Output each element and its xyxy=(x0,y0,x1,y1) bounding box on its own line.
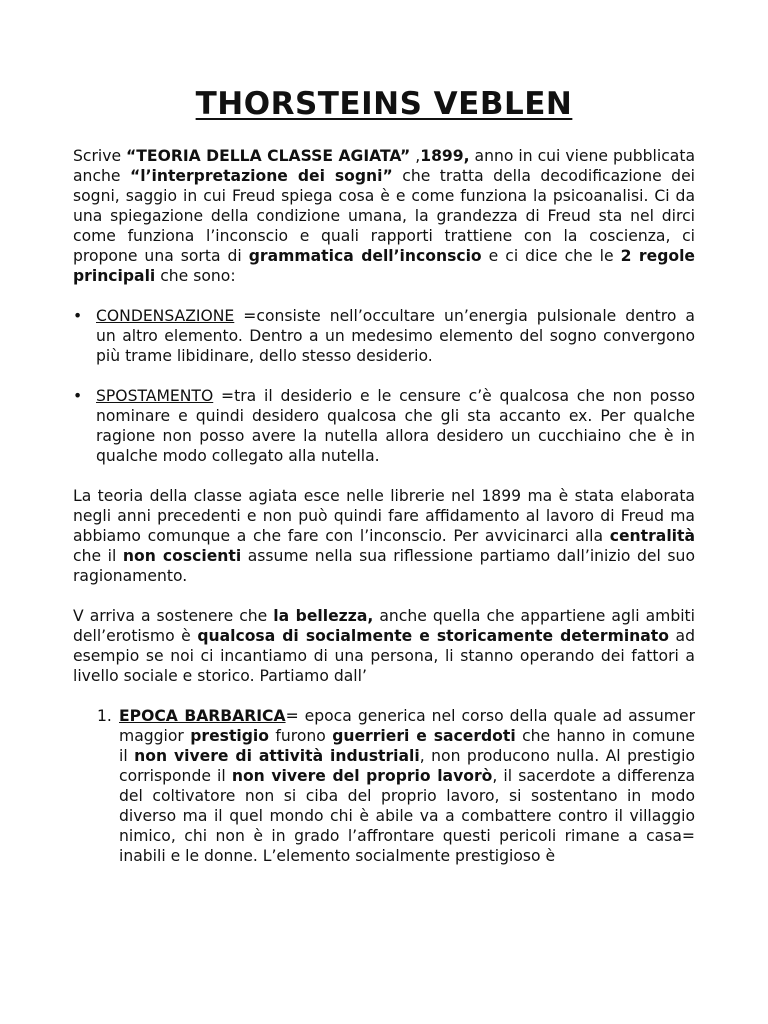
freud-book-title: “l’interpretazione dei sogni” xyxy=(129,167,393,185)
list-item-term: SPOSTAMENTO xyxy=(96,387,214,405)
list-item xyxy=(73,386,695,466)
paragraph-text: ad esempio se noi ci incantiamo di una persona, li stanno operando dei fattori a livello sociale e storico. Partiamo dall’ xyxy=(73,627,695,685)
list-item-text: =consiste nell’occultare un’energia pulsionale dentro a un altro elemento. Dentro a un medesimo elemento del sogno convergono più trame libidinare, dello stesso desiderio. xyxy=(96,307,695,365)
intro-text: e ci dice che le xyxy=(481,247,621,265)
emphasis: non vivere del proprio lavorò xyxy=(231,767,493,785)
list-item-text: =tra il desiderio e le censure c’è qualcosa che non posso nominare e quindi desidero qualcosa che gli sta accanto ex. Per qualche ragione non posso avere la nutella allora desidero un cucchiaino che è in qualche modo collegato alla nutella. xyxy=(96,387,695,465)
paragraph-text: che il xyxy=(73,547,123,565)
list-item-term: EPOCA BARBARICA xyxy=(119,707,286,725)
list-item-text: furono xyxy=(268,727,333,745)
paragraph-2 xyxy=(73,486,695,586)
list-item-term: CONDENSAZIONE xyxy=(96,307,235,325)
grammar-term: grammatica dell’inconscio xyxy=(248,247,482,265)
intro-text: Scrive xyxy=(73,147,127,165)
rules-term: 2 regole principali xyxy=(73,247,695,285)
bullet-marker: • xyxy=(73,307,83,325)
list-item-text: , il sacerdote a differenza del coltivatore non si ciba del proprio lavoro, si sostentano in modo diverso ma il quel mondo chi è abile va a combattere contro il villaggio nimico, chi non è in grado l’affrontare questi pericoli rimane a casa= inabili e le donne. L’elemento socialmente prestigioso è xyxy=(119,767,695,865)
intro-text: , xyxy=(410,147,421,165)
emphasis: qualcosa di socialmente e storicamente determinato xyxy=(197,627,669,645)
document-body xyxy=(73,146,695,866)
intro-text: che tratta della decodificazione dei sogni, saggio in cui Freud spiega cosa è e come funziona la psicoanalisi. Ci da una spiegazione della condizione umana, la grandezza di Freud sta nel dirci come funziona l’inconscio e quali rapporti trattiene con la coscienza, ci propone una sorta di xyxy=(73,167,696,265)
intro-paragraph xyxy=(73,146,695,286)
intro-text: anno in cui viene pubblicata anche xyxy=(73,147,695,185)
list-number: 1. xyxy=(97,707,112,725)
list-item-text: = epoca generica nel corso della quale ad assumer maggior xyxy=(119,707,695,745)
emphasis: centralità xyxy=(609,527,695,545)
paragraph-text: La teoria della classe agiata esce nelle librerie nel 1899 ma è stata elaborata negli anni precedenti e non può quindi fare affidamento al lavoro di Freud ma abbiamo comunque a che fare con l’inconscio. Per avvicinarci alla xyxy=(73,487,695,545)
document-title: THORSTEINS VEBLEN xyxy=(195,86,573,122)
publication-year: 1899, xyxy=(420,147,470,165)
intro-text: che sono: xyxy=(155,267,236,285)
emphasis: prestigio xyxy=(190,727,269,745)
paragraph-3 xyxy=(73,606,695,686)
emphasis: non coscienti xyxy=(122,547,242,565)
book-title: “TEORIA DELLA CLASSE AGIATA” xyxy=(126,147,411,165)
bullet-marker: • xyxy=(73,387,83,405)
paragraph-text: V arriva a sostenere che xyxy=(73,607,274,625)
emphasis: non vivere di attività industriali xyxy=(134,747,420,765)
list-item-text: che hanno in comune il xyxy=(119,727,695,765)
paragraph-text: anche quella che appartiene agli ambiti dell’erotismo è xyxy=(73,607,695,645)
list-item-text: , non producono nulla. Al prestigio corrisponde il xyxy=(119,747,695,785)
emphasis: guerrieri e sacerdoti xyxy=(332,727,516,745)
emphasis: la bellezza, xyxy=(273,607,374,625)
numbered-item xyxy=(73,706,695,866)
paragraph-text: assume nella sua riflessione partiamo dall’inizio del suo ragionamento. xyxy=(73,547,695,585)
list-item xyxy=(73,306,695,366)
